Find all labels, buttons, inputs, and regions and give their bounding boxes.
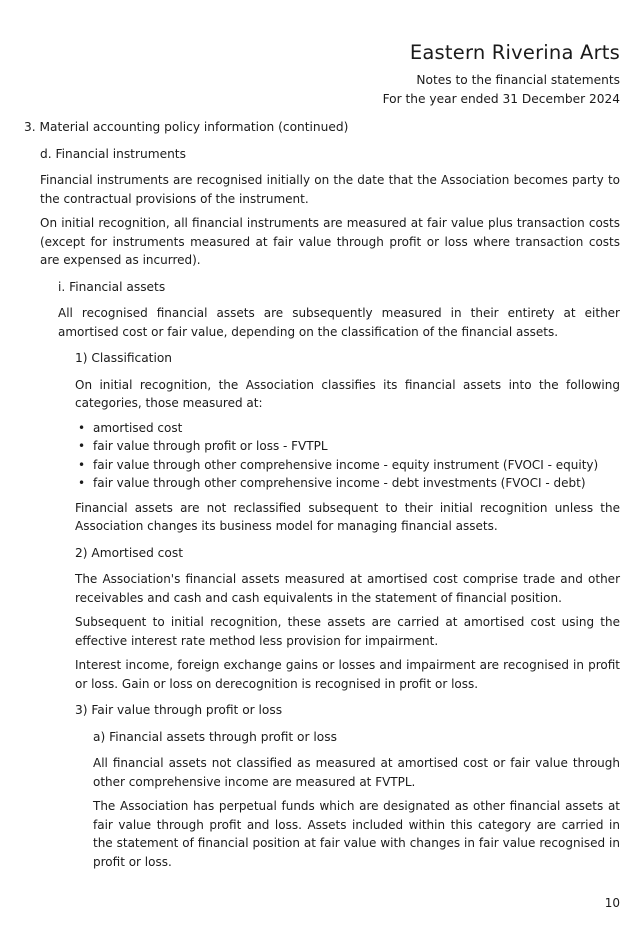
classification-heading: 1) Classification <box>75 351 173 365</box>
paragraph: Financial instruments are recognised initially on the date that the Association becomes party to the contractual provisions of the instrument. <box>40 173 620 206</box>
list-item: • amortised cost <box>93 419 620 438</box>
list-item: • fair value through other comprehensive income - equity instrument (FVOCI - equity) <box>93 456 620 475</box>
paragraph: On initial recognition, all financial instruments are measured at fair value plus transaction costs (except for instruments measured at fair value through profit or loss where transaction costs are expensed as incurred). <box>40 216 620 267</box>
reporting-period: For the year ended 31 December 2024 <box>382 92 620 106</box>
amortised-cost-heading: 2) Amortised cost <box>75 545 183 560</box>
notes-subtitle: Notes to the financial statements <box>416 73 620 87</box>
fvtpl-subheading: a) Financial assets through profit or loss <box>93 729 337 744</box>
classification-list <box>0 419 644 493</box>
list-item: • fair value through profit or loss - FVTPL <box>93 437 620 456</box>
paragraph: Financial assets are not reclassified subsequent to their initial recognition unless the Association changes its business model for managing financial assets. <box>75 500 620 534</box>
financial-assets-heading: i. Financial assets <box>58 279 166 294</box>
paragraph: On initial recognition, the Association classifies its financial assets into the following categories, those measured at: <box>75 377 620 410</box>
section-heading: 3. Material accounting policy information (continued) <box>24 120 349 134</box>
list-item: • fair value through other comprehensive income - debt investments (FVOCI - debt) <box>93 474 620 493</box>
notes-content <box>0 118 644 871</box>
paragraph: Subsequent to initial recognition, these assets are carried at amortised cost using the effective interest rate method less provision for impairment. <box>75 615 620 648</box>
paragraph: All recognised financial assets are subsequently measured in their entirety at either amortised cost or fair value, depending on the classification of the financial assets. <box>58 306 620 339</box>
paragraph: Interest income, foreign exchange gains or losses and impairment are recognised in profit or loss. Gain or loss on derecognition is recognised in profit or loss. <box>75 658 620 691</box>
paragraph: All financial assets not classified as measured at amortised cost or fair value through other comprehensive income are measured at FVTPL. <box>93 756 620 789</box>
page-number: 10 <box>604 896 620 910</box>
subsection-heading: d. Financial instruments <box>40 146 186 161</box>
organisation-name: Eastern Riverina Arts <box>409 41 620 64</box>
paragraph: The Association has perpetual funds which are designated as other financial assets at fair value through profit and loss. Assets included within this category are carried in the statement of financial position at fair value with changes in fair value recognised in profit or loss. <box>93 799 620 869</box>
paragraph: The Association's financial assets measured at amortised cost comprise trade and other receivables and cash and cash equivalents in the statement of financial position. <box>75 572 620 605</box>
fvtpl-heading: 3) Fair value through profit or loss <box>75 703 283 718</box>
